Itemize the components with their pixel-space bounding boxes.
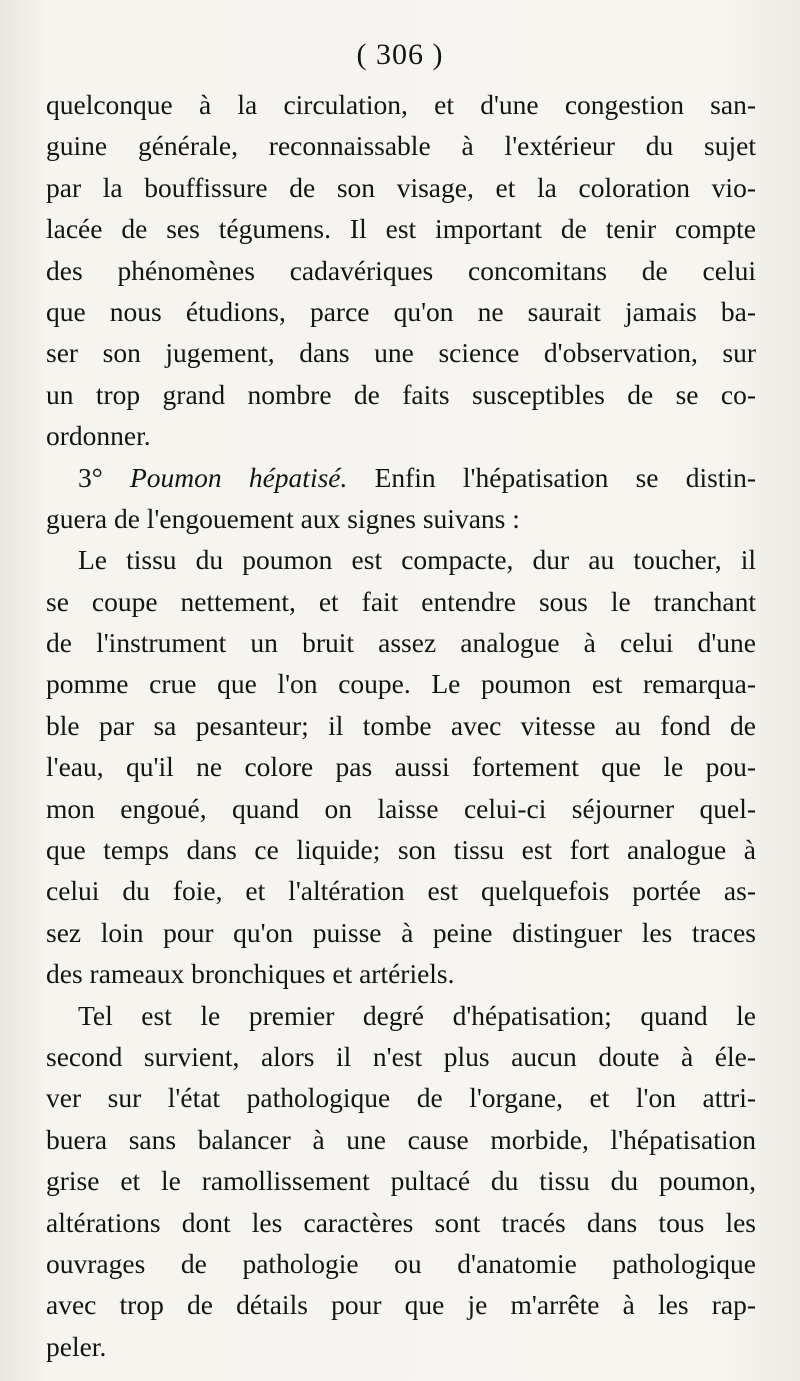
text-line: des rameaux bronchiques et artériels. xyxy=(46,958,455,990)
text-line: celui du foie, et l'altération est quelquefois portée as- xyxy=(46,875,756,907)
text-line: second survient, alors il n'est plus aucun doute à éle- xyxy=(46,1040,756,1072)
text-line: un trop grand nombre de faits susceptibles de se co- xyxy=(46,378,756,410)
text-line: Tel est le premier degré d'hépatisation; quand le xyxy=(78,999,756,1031)
text-line: l'eau, qu'il ne colore pas aussi fortement que le pou- xyxy=(46,751,756,783)
page-number: ( 306 ) xyxy=(356,38,444,71)
text-line: quelconque à la circulation, et d'une congestion san- xyxy=(46,89,756,120)
text-line: lacée de ses tégumens. Il est important de tenir compte xyxy=(46,213,756,245)
text-line: que temps dans ce liquide; son tissu est fort analogue à xyxy=(46,834,756,866)
text-line: avec trop de détails pour que je m'arrête à les rap- xyxy=(46,1289,756,1321)
text-line: buera sans balancer à une cause morbide, l'hépatisation xyxy=(46,1123,756,1155)
text-line: mon engoué, quand on laisse celui-ci séjourner quel- xyxy=(46,792,756,824)
text-line: se coupe nettement, et fait entendre sous le tranchant xyxy=(46,585,756,617)
text-line: pomme crue que l'on coupe. Le poumon est remarqua- xyxy=(46,668,756,700)
text-line: peler. xyxy=(46,1330,107,1362)
text-line: ble par sa pesanteur; il tombe avec vitesse au fond de xyxy=(46,709,756,741)
text-line: que nous étudions, parce qu'on ne saurait jamais ba- xyxy=(46,295,756,327)
text-line: Le tissu du poumon est compacte, dur au toucher, il xyxy=(78,544,756,576)
text-line: guera de l'engouement aux signes suivans : xyxy=(46,502,520,534)
text-line: par la bouffissure de son visage, et la coloration vio- xyxy=(46,171,756,203)
body-text xyxy=(46,84,756,1367)
section-number: 3° xyxy=(78,461,130,493)
text-line: de l'instrument un bruit assez analogue à celui d'une xyxy=(46,627,756,659)
section-heading-line xyxy=(46,457,756,498)
text-line: altérations dont les caractères sont tracés dans tous les xyxy=(46,1206,756,1238)
text-line: guine générale, reconnaissable à l'extérieur du sujet xyxy=(46,130,756,162)
text-line: ser son jugement, dans une science d'observation, sur xyxy=(46,337,756,369)
text-line: ouvrages de pathologie ou d'anatomie pathologique xyxy=(46,1247,756,1279)
text-line: ordonner. xyxy=(46,420,151,452)
section-text: Enfin l'hépatisation se distin- xyxy=(347,461,757,493)
section-title: Poumon hépatisé. xyxy=(129,461,348,493)
text-line: des phénomènes cadavériques concomitans de celui xyxy=(46,254,756,286)
text-line: grise et le ramollissement pultacé du tissu du poumon, xyxy=(46,1165,756,1197)
text-line: ver sur l'état pathologique de l'organe, et l'on attri- xyxy=(46,1082,756,1114)
text-line: sez loin pour qu'on puisse à peine distinguer les traces xyxy=(46,916,756,948)
